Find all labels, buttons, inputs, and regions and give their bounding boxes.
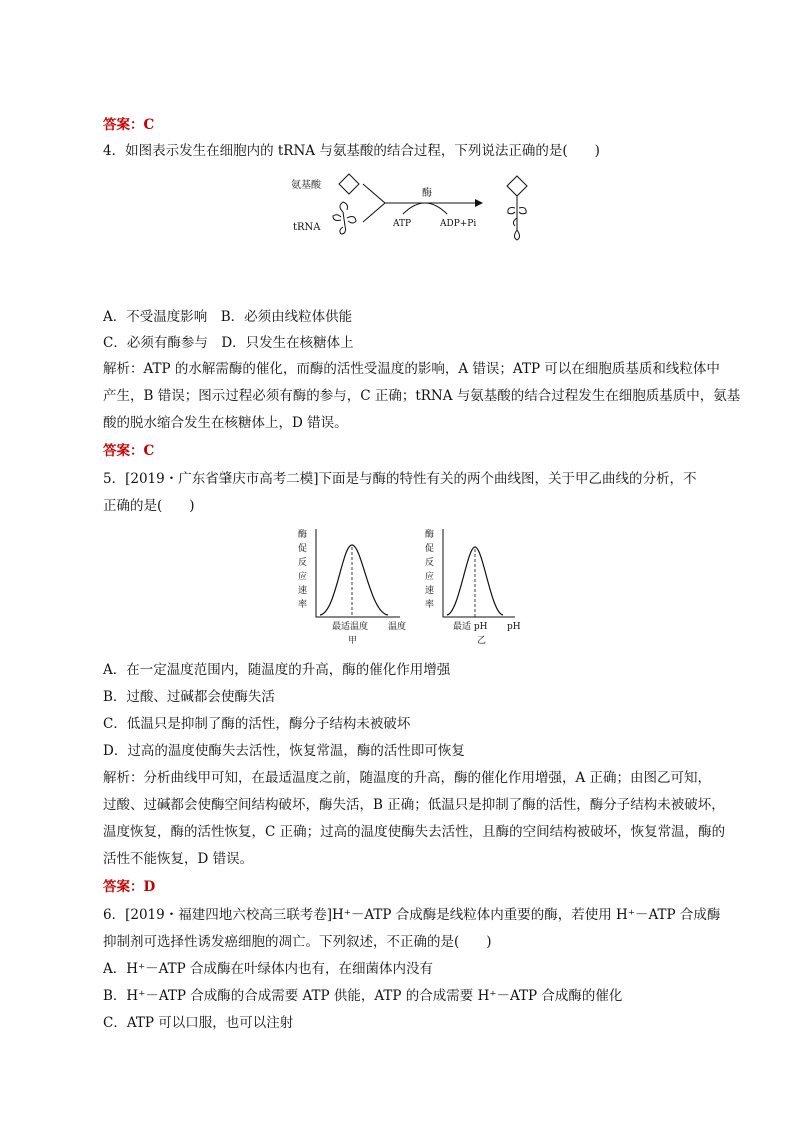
arrow-head	[475, 199, 483, 207]
answer-q5: 答案：D	[103, 879, 156, 895]
svg-text:促: 促	[425, 544, 435, 554]
svg-text:酶: 酶	[298, 530, 308, 540]
question-5-explanation-line-3: 温度恢复，酶的活性恢复，C 正确；过高的温度使酶失去活性，且酶的空间结构被破坏，恢复常温，酶的	[103, 824, 726, 840]
question-4-options-cd: C．必须有酶参与 D．只发生在核糖体上	[103, 335, 354, 351]
graph-ph	[425, 525, 535, 649]
graph-ph-caption: 乙	[477, 636, 487, 646]
question-4-explanation-line-1: 解析：ATP 的水解需酶的催化，而酶的活性受温度的影响，A 错误；ATP 可以在细胞质基质和线粒体中	[103, 361, 720, 377]
atp-label: ATP	[393, 219, 412, 229]
trna-cloverleaf-right	[508, 196, 526, 240]
question-6-option-a: A．H⁺－ATP 合成酶在叶绿体内也有，在细菌体内没有	[103, 961, 434, 977]
trna-amino-acid-figure	[285, 168, 545, 248]
trna-label: tRNA	[293, 222, 321, 233]
question-5-option-b: B．过酸、过碱都会使酶失活	[103, 689, 275, 705]
atp-adp-curve	[403, 203, 447, 214]
trna-cloverleaf-left	[333, 202, 356, 234]
question-4-options-ab: A．不受温度影响 B．必须由线粒体供能	[103, 309, 353, 325]
question-4-explanation-line-3: 酸的脱水缩合发生在核糖体上，D 错误。	[103, 415, 348, 431]
graph-ph-ylabel	[425, 528, 434, 610]
graph-temperature	[298, 525, 416, 649]
graph-ph-xlabel: pH	[507, 622, 521, 632]
answer-q4: 答案：C	[103, 443, 155, 459]
question-4-stem: 4．如图表示发生在细胞内的 tRNA 与氨基酸的结合过程，下列说法正确的是( )	[103, 143, 600, 159]
svg-text:率: 率	[298, 600, 308, 610]
graph-temperature-xlabel: 温度	[388, 622, 407, 632]
graph-temperature-caption: 甲	[348, 636, 358, 646]
graph-ph-xtick: 最适 pH	[453, 622, 488, 632]
graph-temperature-ylabel	[298, 528, 307, 610]
question-5-option-c: C．低温只是抑制了酶的活性，酶分子结构未被破坏	[103, 716, 411, 732]
amino-acid-label: 氨基酸	[291, 180, 321, 191]
answer-q3: 答案：C	[103, 117, 155, 133]
question-5-stem-line-2: 正确的是( )	[103, 498, 195, 514]
svg-text:促: 促	[298, 544, 308, 554]
svg-text:速: 速	[298, 586, 308, 596]
graph-ph-axes	[443, 529, 515, 617]
adp-label: ADP+Pi	[440, 219, 477, 229]
graph-temperature-axes	[316, 529, 400, 617]
merge-lines	[363, 184, 475, 222]
question-4-explanation-line-2: 产生，B 错误；图示过程必须有酶的参与，C 正确；tRNA 与氨基酸的结合过程发生在细胞质基质中，氨基	[103, 388, 741, 404]
svg-text:反: 反	[425, 558, 435, 568]
question-5-option-a: A．在一定温度范围内，随温度的升高，酶的催化作用增强	[103, 662, 451, 678]
question-5-stem-line-1: 5．[2019・广东省肇庆市高考二模]下面是与酶的特性有关的两个曲线图，关于甲乙曲线的分析，不	[103, 471, 697, 487]
product-diamond	[507, 176, 527, 196]
amino-acid-diamond	[339, 174, 359, 194]
svg-text:应: 应	[298, 572, 308, 582]
question-5-option-d: D．过高的温度使酶失去活性，恢复常温，酶的活性即可恢复	[103, 743, 465, 759]
question-5-explanation-line-4: 活性不能恢复，D 错误。	[103, 851, 254, 867]
svg-text:反: 反	[298, 558, 308, 568]
graph-temperature-xtick: 最适温度	[332, 622, 369, 632]
svg-text:率: 率	[425, 600, 435, 610]
graph-temperature-curve	[320, 545, 388, 615]
svg-text:速: 速	[425, 586, 435, 596]
question-5-explanation-line-2: 过酸、过碱都会使酶空间结构破坏，酶失活，B 正确；低温只是抑制了酶的活性，酶分子结构未被破坏，	[103, 797, 725, 813]
question-6-option-b: B．H⁺－ATP 合成酶的合成需要 ATP 供能，ATP 的合成需要 H⁺－ATP 合成酶的催化	[103, 988, 623, 1004]
enzyme-label: 酶	[422, 188, 432, 199]
question-6-option-c: C．ATP 可以口服，也可以注射	[103, 1015, 294, 1031]
question-6-stem-line-1: 6．[2019・福建四地六校高三联考卷]H⁺－ATP 合成酶是线粒体内重要的酶，若使用 H⁺－ATP 合成酶	[103, 907, 721, 923]
svg-text:应: 应	[425, 572, 435, 582]
question-6-stem-line-2: 抑制剂可选择性诱发癌细胞的凋亡。下列叙述，不正确的是( )	[103, 934, 492, 950]
question-5-explanation-line-1: 解析：分析曲线甲可知，在最适温度之前，随温度的升高，酶的催化作用增强，A 正确；由图乙可知，	[103, 770, 712, 786]
svg-text:酶: 酶	[425, 530, 435, 540]
